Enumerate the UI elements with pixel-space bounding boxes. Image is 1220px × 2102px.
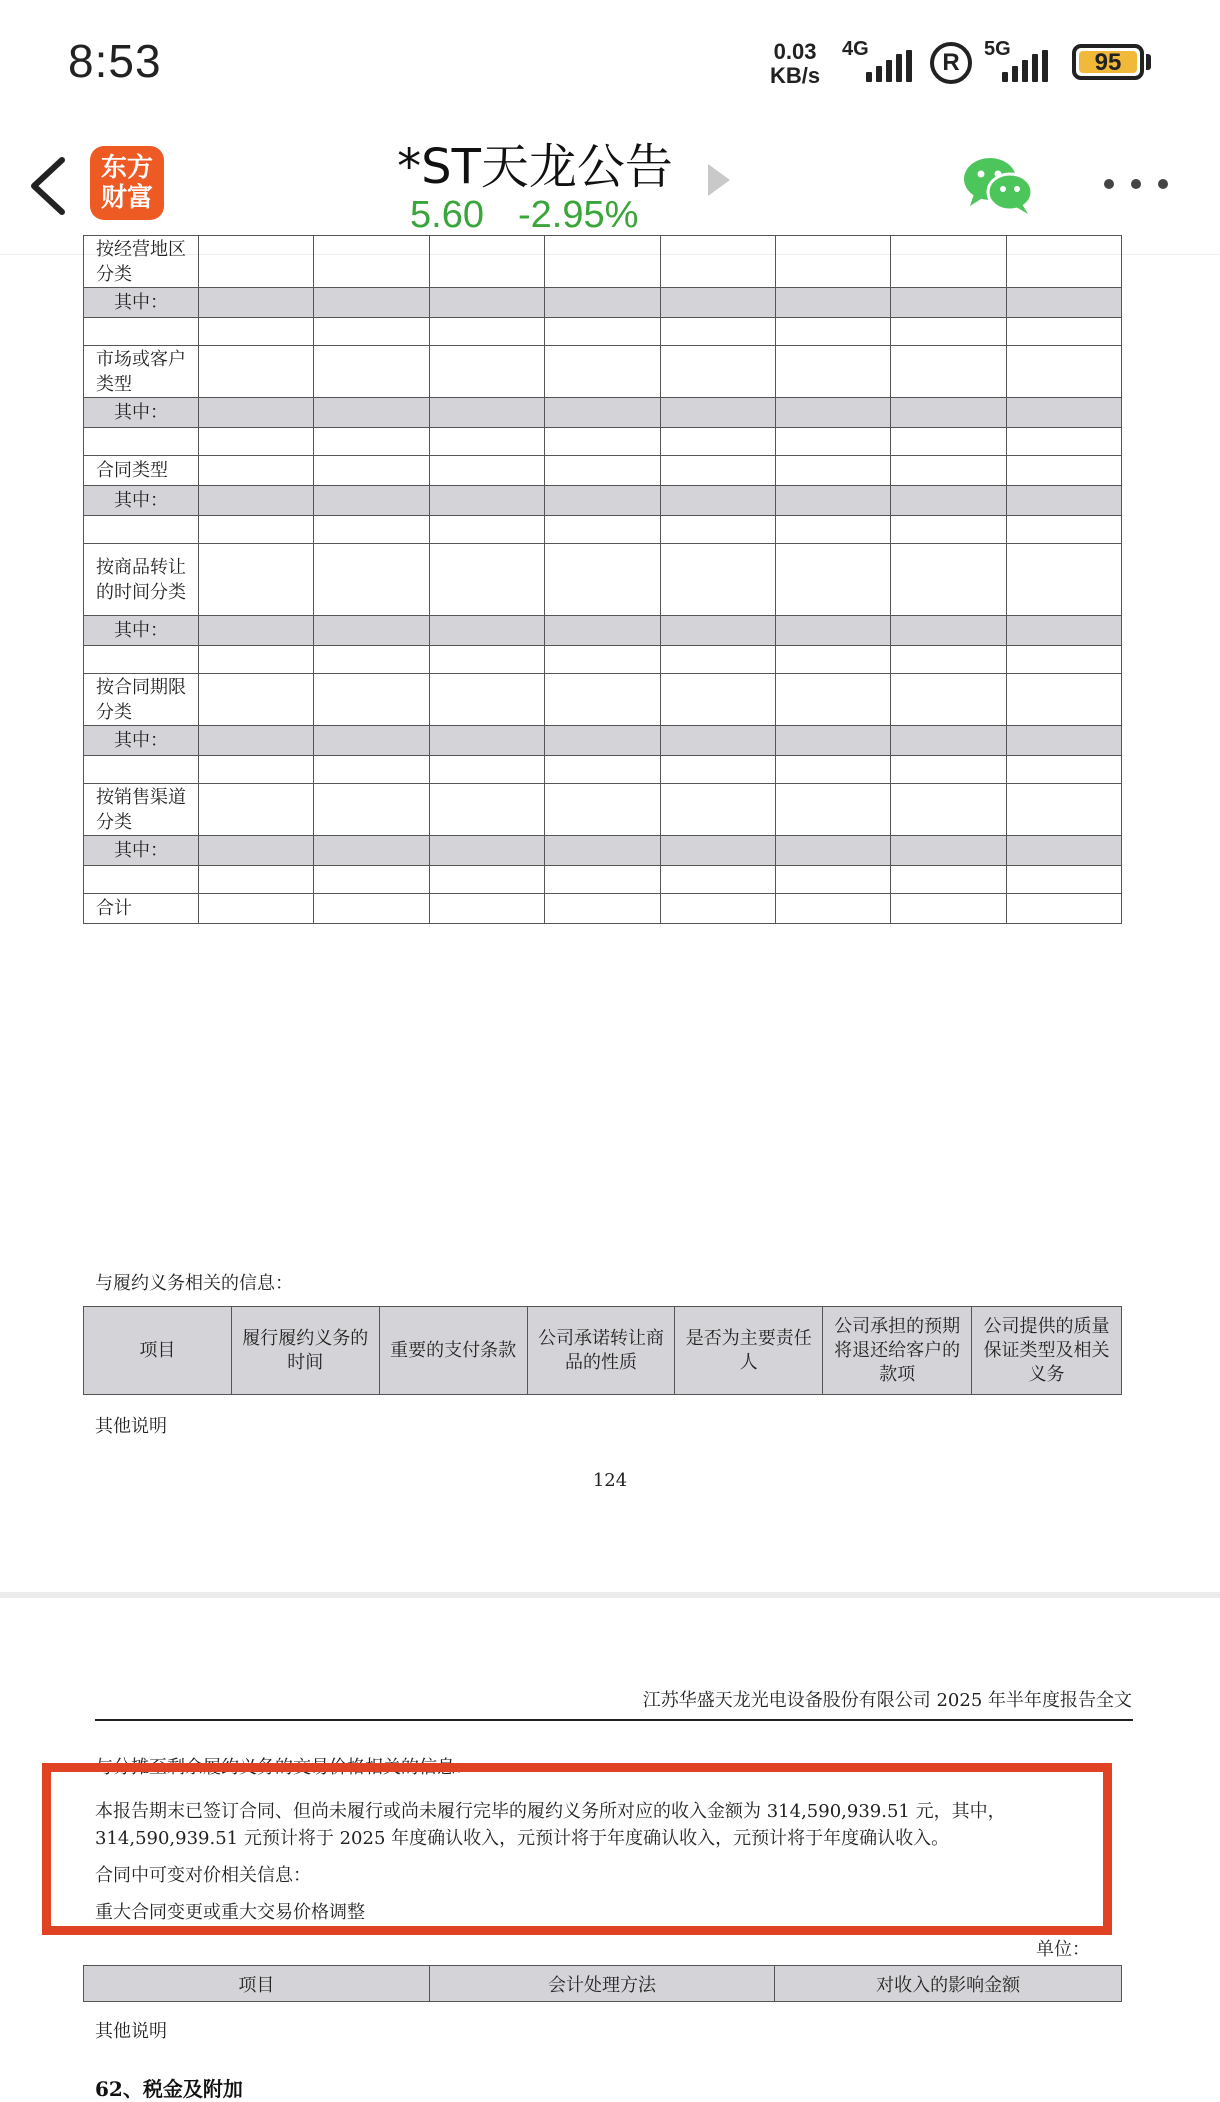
wechat-share-button[interactable] bbox=[962, 154, 1034, 216]
table-header-cell: 是否为主要责任人 bbox=[675, 1307, 823, 1395]
table-row bbox=[84, 866, 1122, 894]
row-label: 按商品转让的时间分类 bbox=[84, 544, 199, 616]
row-label: 按合同期限分类 bbox=[84, 674, 199, 726]
table-cell bbox=[314, 486, 429, 516]
signal-5g-icon: 5G bbox=[984, 36, 1058, 84]
table-header-cell: 公司承担的预期将退还给客户的款项 bbox=[823, 1307, 972, 1395]
table-cell bbox=[199, 646, 314, 674]
table-cell bbox=[1006, 616, 1121, 646]
table-cell bbox=[429, 674, 544, 726]
table-cell bbox=[199, 398, 314, 428]
table-header-cell: 履行履约义务的时间 bbox=[231, 1307, 379, 1395]
highlight-line: 重大合同变更或重大交易价格调整 bbox=[95, 1902, 365, 1923]
table-cell bbox=[429, 346, 544, 398]
table-cell bbox=[429, 616, 544, 646]
table-cell bbox=[199, 616, 314, 646]
table-row bbox=[84, 236, 1122, 288]
table-cell bbox=[429, 398, 544, 428]
table-row bbox=[84, 894, 1122, 924]
dot-icon bbox=[1104, 179, 1114, 189]
registered-mark-icon: R bbox=[930, 42, 972, 84]
row-label: 按销售渠道分类 bbox=[84, 784, 199, 836]
row-label: 市场或客户类型 bbox=[84, 346, 199, 398]
table-cell bbox=[775, 236, 890, 288]
table-cell bbox=[660, 288, 775, 318]
table-cell bbox=[429, 516, 544, 544]
table-cell bbox=[1006, 784, 1121, 836]
table-cell bbox=[775, 674, 890, 726]
table-cell bbox=[775, 318, 890, 346]
table-cell bbox=[660, 756, 775, 784]
table-cell bbox=[891, 646, 1006, 674]
table-cell bbox=[660, 616, 775, 646]
table-cell bbox=[891, 894, 1006, 924]
row-label bbox=[84, 756, 199, 784]
table-row bbox=[84, 756, 1122, 784]
table-cell bbox=[545, 756, 660, 784]
table-cell bbox=[1006, 544, 1121, 616]
table-cell bbox=[429, 544, 544, 616]
table-cell bbox=[775, 866, 890, 894]
table-cell bbox=[891, 516, 1006, 544]
table-cell bbox=[199, 346, 314, 398]
table-row bbox=[84, 516, 1122, 544]
table-cell bbox=[429, 866, 544, 894]
table-cell bbox=[1006, 486, 1121, 516]
table-cell bbox=[660, 486, 775, 516]
table-cell bbox=[891, 616, 1006, 646]
table-cell bbox=[545, 318, 660, 346]
row-label: 其中： bbox=[84, 398, 199, 428]
table-cell bbox=[891, 674, 1006, 726]
table-cell bbox=[1006, 236, 1121, 288]
row-label bbox=[84, 516, 199, 544]
table-cell bbox=[775, 836, 890, 866]
table-cell bbox=[891, 288, 1006, 318]
table-cell bbox=[545, 428, 660, 456]
table-cell bbox=[545, 288, 660, 318]
row-label bbox=[84, 646, 199, 674]
table-cell bbox=[314, 836, 429, 866]
obscured-heading: 与分摊至剩余履约义务的交易价格相关的信息： bbox=[95, 1757, 473, 1778]
dot-icon bbox=[1158, 179, 1168, 189]
table-row bbox=[84, 836, 1122, 866]
table-cell bbox=[429, 236, 544, 288]
other-notes: 其他说明 bbox=[95, 1416, 167, 1437]
table-cell bbox=[775, 486, 890, 516]
back-button[interactable] bbox=[22, 150, 82, 222]
table-cell bbox=[314, 674, 429, 726]
perf-info-heading: 与履约义务相关的信息： bbox=[95, 1273, 293, 1294]
table-cell bbox=[314, 784, 429, 836]
table-cell bbox=[545, 866, 660, 894]
table-cell bbox=[545, 398, 660, 428]
table-cell bbox=[1006, 428, 1121, 456]
table-cell bbox=[1006, 756, 1121, 784]
table-cell bbox=[199, 544, 314, 616]
table-cell bbox=[660, 346, 775, 398]
table-cell bbox=[199, 428, 314, 456]
highlight-annotation-box bbox=[42, 1763, 1112, 1935]
table-cell bbox=[314, 516, 429, 544]
table-cell bbox=[429, 288, 544, 318]
table-cell bbox=[775, 616, 890, 646]
table-cell bbox=[199, 866, 314, 894]
revenue-classification-table bbox=[83, 235, 1122, 924]
table-row bbox=[84, 428, 1122, 456]
table-cell bbox=[660, 646, 775, 674]
table-cell bbox=[775, 346, 890, 398]
table-cell bbox=[1006, 836, 1121, 866]
table-cell bbox=[545, 784, 660, 836]
row-label: 其中： bbox=[84, 726, 199, 756]
table-cell bbox=[775, 784, 890, 836]
table-cell bbox=[314, 346, 429, 398]
table-cell bbox=[775, 756, 890, 784]
table-cell bbox=[1006, 288, 1121, 318]
table-cell bbox=[660, 726, 775, 756]
table-cell bbox=[775, 398, 890, 428]
table-cell bbox=[314, 428, 429, 456]
table-cell bbox=[891, 784, 1006, 836]
table-row bbox=[84, 346, 1122, 398]
table-cell bbox=[314, 236, 429, 288]
table-cell bbox=[429, 894, 544, 924]
highlight-line: 合同中可变对价相关信息： bbox=[95, 1865, 311, 1886]
table-row bbox=[84, 288, 1122, 318]
table-cell bbox=[314, 456, 429, 486]
status-time: 8:53 bbox=[68, 35, 162, 87]
table-cell bbox=[545, 616, 660, 646]
table-cell bbox=[1006, 726, 1121, 756]
table-cell bbox=[199, 516, 314, 544]
table-cell bbox=[775, 894, 890, 924]
table-row bbox=[84, 486, 1122, 516]
row-label: 其中： bbox=[84, 616, 199, 646]
table-header-cell: 重要的支付条款 bbox=[379, 1307, 527, 1395]
table-cell bbox=[199, 674, 314, 726]
table-cell bbox=[1006, 866, 1121, 894]
table-cell bbox=[1006, 456, 1121, 486]
table-cell bbox=[314, 866, 429, 894]
table-cell bbox=[660, 318, 775, 346]
table-cell bbox=[891, 866, 1006, 894]
table-cell bbox=[660, 784, 775, 836]
table-cell bbox=[545, 894, 660, 924]
table-cell bbox=[1006, 646, 1121, 674]
unit-label: 单位： bbox=[1036, 1939, 1090, 1960]
table-cell bbox=[199, 756, 314, 784]
table-cell bbox=[314, 646, 429, 674]
table-cell bbox=[891, 486, 1006, 516]
table-cell bbox=[314, 544, 429, 616]
table-cell bbox=[429, 486, 544, 516]
table-cell bbox=[775, 726, 890, 756]
table-cell bbox=[314, 318, 429, 346]
table-cell bbox=[199, 836, 314, 866]
stock-change: -2.95% bbox=[517, 194, 639, 236]
document-viewer[interactable] bbox=[0, 238, 1220, 2101]
table-cell bbox=[891, 836, 1006, 866]
table-cell bbox=[314, 398, 429, 428]
table-cell bbox=[545, 456, 660, 486]
table-cell bbox=[775, 456, 890, 486]
page-separator bbox=[0, 1592, 1220, 1598]
other-notes: 其他说明 bbox=[95, 2021, 167, 2042]
highlight-line: 本报告期末已签订合同、但尚未履行或尚未履行完毕的履约义务所对应的收入金额为 314,590,939.51 元，其中， bbox=[95, 1801, 1006, 1822]
table-cell bbox=[199, 236, 314, 288]
table-cell bbox=[891, 456, 1006, 486]
table-cell bbox=[775, 428, 890, 456]
wechat-icon bbox=[962, 154, 1034, 216]
table-cell bbox=[429, 456, 544, 486]
table-cell bbox=[545, 674, 660, 726]
dot-icon bbox=[1131, 179, 1141, 189]
more-options-button[interactable] bbox=[1104, 172, 1168, 196]
table-cell bbox=[891, 318, 1006, 346]
row-label bbox=[84, 318, 199, 346]
app-logo[interactable]: 东方 财富 bbox=[90, 146, 164, 220]
table-cell bbox=[1006, 318, 1121, 346]
stock-title[interactable]: *ST天龙公告 bbox=[397, 139, 673, 195]
table-cell bbox=[314, 288, 429, 318]
table-cell bbox=[314, 726, 429, 756]
table-cell bbox=[199, 486, 314, 516]
table-cell bbox=[660, 236, 775, 288]
table-cell bbox=[660, 674, 775, 726]
table-cell bbox=[314, 894, 429, 924]
table-header-cell: 对收入的影响金额 bbox=[775, 1966, 1122, 2002]
battery-tip bbox=[1146, 54, 1151, 70]
table-header-cell: 会计处理方法 bbox=[429, 1966, 775, 2002]
table-cell bbox=[891, 544, 1006, 616]
play-icon[interactable] bbox=[708, 164, 730, 196]
table-cell bbox=[429, 784, 544, 836]
row-label: 合同类型 bbox=[84, 456, 199, 486]
table-cell bbox=[660, 398, 775, 428]
table-cell bbox=[199, 456, 314, 486]
network-speed: 0.03 KB/s bbox=[770, 39, 821, 88]
table-cell bbox=[775, 288, 890, 318]
table-cell bbox=[891, 756, 1006, 784]
table-cell bbox=[1006, 894, 1121, 924]
table-row bbox=[84, 318, 1122, 346]
row-label: 其中： bbox=[84, 288, 199, 318]
table-row bbox=[84, 646, 1122, 674]
row-label: 按经营地区分类 bbox=[84, 236, 199, 288]
stock-price: 5.60 bbox=[410, 194, 484, 236]
table-row bbox=[84, 784, 1122, 836]
row-label: 合计 bbox=[84, 894, 199, 924]
table-cell bbox=[429, 428, 544, 456]
table-cell bbox=[199, 784, 314, 836]
table-cell bbox=[199, 726, 314, 756]
table-cell bbox=[314, 756, 429, 784]
table-cell bbox=[891, 346, 1006, 398]
table-cell bbox=[545, 346, 660, 398]
table-header-cell: 项目 bbox=[84, 1966, 430, 2002]
table-cell bbox=[545, 236, 660, 288]
table-cell bbox=[545, 836, 660, 866]
table-row bbox=[84, 726, 1122, 756]
table-cell bbox=[429, 726, 544, 756]
table-cell bbox=[775, 646, 890, 674]
table-cell bbox=[660, 516, 775, 544]
table-cell bbox=[429, 318, 544, 346]
table-row bbox=[84, 616, 1122, 646]
table-cell bbox=[429, 646, 544, 674]
table-row bbox=[84, 674, 1122, 726]
table-cell bbox=[199, 288, 314, 318]
table-row bbox=[84, 544, 1122, 616]
status-bar bbox=[0, 0, 1220, 120]
table-cell bbox=[660, 456, 775, 486]
row-label: 其中： bbox=[84, 836, 199, 866]
table-cell bbox=[545, 544, 660, 616]
chevron-left-icon bbox=[22, 150, 82, 222]
table-cell bbox=[1006, 516, 1121, 544]
table-cell bbox=[660, 866, 775, 894]
section-title: 62、税金及附加 bbox=[95, 2077, 243, 2101]
table-row bbox=[84, 398, 1122, 428]
table-cell bbox=[1006, 674, 1121, 726]
table-cell bbox=[429, 836, 544, 866]
table-cell bbox=[545, 486, 660, 516]
table-cell bbox=[429, 756, 544, 784]
performance-obligation-table bbox=[83, 1306, 1122, 1395]
table-cell bbox=[891, 726, 1006, 756]
table-cell bbox=[199, 894, 314, 924]
table-row bbox=[84, 456, 1122, 486]
table-header-cell: 公司提供的质量保证类型及相关义务 bbox=[972, 1307, 1122, 1395]
row-label: 其中： bbox=[84, 486, 199, 516]
table-cell bbox=[775, 516, 890, 544]
stock-quote bbox=[410, 194, 638, 237]
table-cell bbox=[660, 894, 775, 924]
page-number: 124 bbox=[592, 1470, 628, 1491]
table-cell bbox=[545, 646, 660, 674]
table-cell bbox=[199, 318, 314, 346]
table-header-cell: 项目 bbox=[84, 1307, 232, 1395]
battery-icon bbox=[1072, 44, 1144, 80]
table-cell bbox=[891, 398, 1006, 428]
highlight-line: 314,590,939.51 元预计将于 2025 年度确认收入，元预计将于年度确认收入，元预计将于年度确认收入。 bbox=[95, 1828, 950, 1849]
table-cell bbox=[545, 726, 660, 756]
table-cell bbox=[1006, 346, 1121, 398]
row-label bbox=[84, 428, 199, 456]
table-cell bbox=[545, 516, 660, 544]
price-adjustment-table bbox=[83, 1965, 1122, 2002]
table-cell bbox=[660, 836, 775, 866]
table-cell bbox=[314, 616, 429, 646]
signal-4g-icon: 4G bbox=[842, 36, 916, 84]
table-cell bbox=[1006, 398, 1121, 428]
table-cell bbox=[775, 544, 890, 616]
header-rule bbox=[95, 1719, 1133, 1721]
battery-level: 95 bbox=[1079, 51, 1137, 73]
table-cell bbox=[891, 428, 1006, 456]
table-header-cell: 公司承诺转让商品的性质 bbox=[527, 1307, 675, 1395]
row-label bbox=[84, 866, 199, 894]
document-running-header: 江苏华盛天龙光电设备股份有限公司 2025 年半年度报告全文 bbox=[642, 1690, 1132, 1711]
table-cell bbox=[891, 236, 1006, 288]
table-cell bbox=[660, 428, 775, 456]
table-cell bbox=[660, 544, 775, 616]
